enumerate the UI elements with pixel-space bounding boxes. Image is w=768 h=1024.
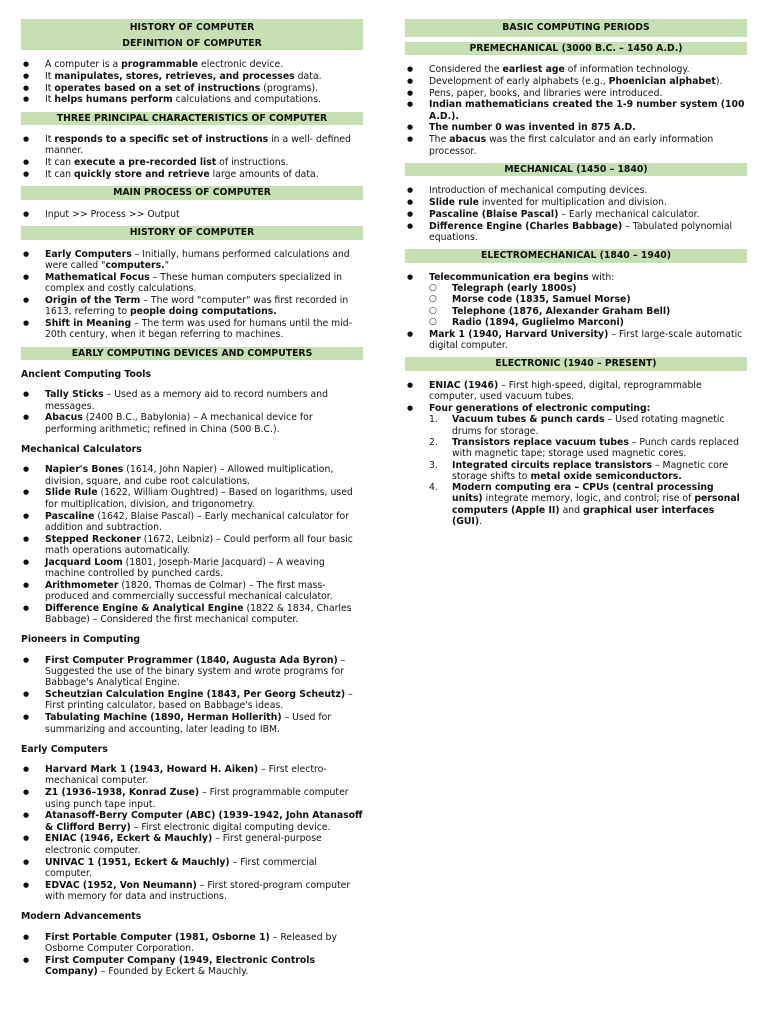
list-item bbox=[21, 880, 363, 903]
list-item bbox=[405, 209, 747, 220]
list-item bbox=[21, 209, 363, 220]
bold-text: manipulates, stores, retrieves, and processes bbox=[54, 70, 295, 82]
text: It can bbox=[45, 157, 74, 169]
bold-text: Mark 1 (1940, Harvard University) bbox=[429, 328, 609, 340]
bold-text: UNIVAC 1 (1951, Eckert & Mauchly) bbox=[45, 856, 230, 868]
list-item bbox=[405, 99, 747, 122]
bold-text: responds to a specific set of instructions bbox=[54, 134, 269, 146]
text: It bbox=[45, 70, 55, 82]
bold-text: Arithmometer bbox=[45, 579, 119, 591]
bold-text: Early Computers bbox=[45, 248, 132, 260]
bold-text: Indian mathematicians created the 1-9 number system (100 A.D.). bbox=[429, 99, 745, 122]
text: – These human computers specialized in complex and costly calculations. bbox=[45, 271, 343, 295]
text: – Suggested the use of the binary system and wrote programs for Babbage's Analytical Engine. bbox=[45, 654, 346, 689]
subsection-list bbox=[21, 464, 363, 625]
list-item bbox=[21, 603, 363, 626]
bold-text: Tally Sticks bbox=[45, 389, 104, 401]
list-item bbox=[405, 64, 747, 75]
subsection-list bbox=[21, 932, 363, 978]
list-item bbox=[21, 134, 363, 157]
generations-intro: Four generations of electronic computing: bbox=[429, 403, 651, 415]
bold-text: Difference Engine (Charles Babbage) bbox=[429, 220, 623, 232]
text: (1622, William Oughtred) – Based on logarithms, used for multiplication, division, and trigonometry. bbox=[45, 487, 353, 510]
text: – First programmable computer using punch tape input. bbox=[45, 787, 349, 810]
list-item bbox=[405, 221, 747, 244]
list-item bbox=[21, 389, 363, 412]
list-item bbox=[405, 122, 747, 133]
generation-item bbox=[429, 414, 747, 437]
premechanical-heading: PREMECHANICAL (3000 B.C. – 1450 A.D.) bbox=[405, 42, 747, 56]
list-item bbox=[21, 810, 363, 833]
characteristics-heading: THREE PRINCIPAL CHARACTERISTICS OF COMPUTER bbox=[21, 112, 363, 126]
text: electronic device. bbox=[198, 59, 284, 70]
text: It bbox=[45, 134, 55, 146]
bold-text: earliest age bbox=[502, 64, 565, 75]
list-item bbox=[21, 534, 363, 557]
bold-text: Slide Rule bbox=[45, 487, 98, 499]
periods-title: BASIC COMPUTING PERIODS bbox=[405, 19, 747, 37]
early-devices-heading: EARLY COMPUTING DEVICES AND COMPUTERS bbox=[21, 347, 363, 361]
list-item bbox=[405, 197, 747, 208]
list-item bbox=[21, 157, 363, 168]
main-process-heading: MAIN PROCESS OF COMPUTER bbox=[21, 186, 363, 200]
text: – Used as a memory aid to record numbers and messages. bbox=[45, 389, 329, 412]
text: and bbox=[559, 504, 584, 516]
text: Introduction of mechanical computing devices. bbox=[429, 185, 648, 197]
list-item bbox=[405, 88, 747, 99]
text: (2400 B.C., Babylonia) – A mechanical device for performing arithmetic; refined in China (500 B.C.). bbox=[45, 412, 313, 435]
list-item bbox=[21, 94, 363, 105]
bold-text: Stepped Reckoner bbox=[45, 533, 141, 545]
text: of instructions. bbox=[216, 157, 289, 169]
bold-text: Transistors replace vacuum tubes bbox=[452, 436, 629, 448]
text: – First general-purpose electronic computer. bbox=[45, 833, 322, 856]
text: (programs). bbox=[260, 82, 319, 94]
text: – Founded by Eckert & Mauchly. bbox=[97, 965, 249, 977]
text: calculations and computations. bbox=[172, 94, 322, 106]
text: – First commercial computer. bbox=[45, 856, 317, 879]
list-item bbox=[21, 655, 363, 689]
text: – First electronic digital computing device. bbox=[130, 821, 331, 833]
list-item bbox=[21, 249, 363, 272]
eniac-item bbox=[405, 380, 747, 403]
bold-text: Scheutzian Calculation Engine (1843, Per Georg Scheutz) bbox=[45, 689, 346, 701]
bold-text: First Computer Company (1949, Electronic Controls Company) bbox=[45, 954, 315, 977]
text: – Punch cards replaced with magnetic tape; storage used magnetic cores. bbox=[452, 436, 740, 460]
text: – First high-speed, digital, reprogrammable computer, used vacuum tubes. bbox=[429, 379, 702, 403]
bold-text: Origin of the Term bbox=[45, 294, 141, 306]
list-item bbox=[21, 412, 363, 435]
telecom-subitem bbox=[429, 317, 747, 328]
text: – Used for summarizing and accounting, later leading to IBM. bbox=[45, 712, 332, 735]
subsection-title: Modern Advancements bbox=[21, 911, 142, 923]
text: – First stored-program computer with memory for data and instructions. bbox=[45, 879, 351, 902]
list-item bbox=[21, 487, 363, 510]
bold-text: Modern computing era – CPUs (central processing units) bbox=[452, 482, 714, 505]
text: Development of early alphabets (e.g., bbox=[429, 75, 609, 87]
text: with: bbox=[588, 271, 615, 283]
bold-text: Napier's Bones bbox=[45, 464, 124, 476]
bold-text: Tabulating Machine (1890, Herman Hollerith) bbox=[45, 712, 282, 724]
list-item bbox=[21, 833, 363, 856]
bold-text: Difference Engine & Analytical Engine bbox=[45, 602, 244, 614]
bold-text: Morse code (1835, Samuel Morse) bbox=[452, 294, 631, 306]
bold-text: First Portable Computer (1981, Osborne 1) bbox=[45, 931, 270, 943]
electromechanical-list bbox=[405, 272, 747, 352]
definition-list bbox=[21, 59, 363, 106]
bold-text: metal oxide semiconductors. bbox=[530, 470, 682, 482]
bold-text: operates based on a set of instructions bbox=[54, 82, 261, 94]
list-item bbox=[21, 557, 363, 580]
text: integrate memory, logic, and control; rise of bbox=[482, 493, 695, 505]
bold-text: Integrated circuits replace transistors bbox=[452, 459, 652, 471]
text: – First printing calculator, based on Babbage's ideas. bbox=[45, 689, 353, 712]
bold-text: abacus bbox=[449, 134, 487, 146]
text: (1820, Thomas de Colmar) – The first mass-produced and commercially successful mechanical calculator. bbox=[45, 579, 333, 603]
list-item bbox=[405, 134, 747, 157]
subsection-title: Mechanical Calculators bbox=[21, 444, 142, 456]
definition-heading: DEFINITION OF COMPUTER bbox=[21, 37, 363, 51]
generations-list bbox=[429, 414, 747, 527]
list-item bbox=[21, 764, 363, 787]
generation-item bbox=[429, 437, 747, 460]
history-list bbox=[21, 249, 363, 341]
bold-text: Slide rule bbox=[429, 197, 479, 209]
bold-text: First Computer Programmer (1840, Augusta Ada Byron) bbox=[45, 654, 338, 666]
early-devices-groups bbox=[21, 369, 363, 977]
text: " bbox=[164, 259, 169, 271]
item-number: 2. bbox=[429, 436, 438, 448]
subsection-list bbox=[21, 764, 363, 902]
text: in a well- defined manner. bbox=[45, 134, 351, 157]
text: (1642, Blaise Pascal) – Early mechanical calculator for addition and subtraction. bbox=[45, 510, 349, 533]
text: – Released by Osborne Computer Corporation. bbox=[45, 931, 337, 954]
generations-item bbox=[405, 403, 747, 527]
list-item bbox=[21, 787, 363, 810]
list-item bbox=[21, 955, 363, 978]
bold-text: Z1 (1936–1938, Konrad Zuse) bbox=[45, 787, 200, 799]
bold-text: computers. bbox=[105, 259, 165, 271]
bold-text: Radio (1894, Guglielmo Marconi) bbox=[452, 317, 624, 329]
text: Considered the bbox=[429, 64, 503, 75]
generation-item bbox=[429, 460, 747, 483]
text: It bbox=[45, 82, 55, 94]
list-item bbox=[21, 83, 363, 94]
list-item bbox=[21, 169, 363, 180]
list-item bbox=[405, 76, 747, 87]
telecom-subitem bbox=[429, 294, 747, 305]
bold-text: Telecommunication era begins bbox=[429, 271, 589, 283]
text: (1614, John Napier) – Allowed multiplication, division, square, and cube root calculations. bbox=[45, 464, 334, 487]
telecom-item bbox=[405, 272, 747, 328]
mark1-item bbox=[405, 329, 747, 352]
bold-text: Pascaline bbox=[45, 510, 95, 522]
left-column bbox=[21, 19, 363, 983]
list-item bbox=[21, 932, 363, 955]
text: data. bbox=[294, 70, 322, 82]
text: It bbox=[45, 94, 55, 106]
text: – The term was used for humans until the mid-20th century, when it began referring to machines. bbox=[45, 317, 353, 341]
text: The bbox=[429, 134, 450, 146]
electromechanical-heading: ELECTROMECHANICAL (1840 – 1940) bbox=[405, 249, 747, 263]
bold-text: EDVAC (1952, Von Neumann) bbox=[45, 879, 197, 891]
subsection-title: Pioneers in Computing bbox=[21, 634, 141, 646]
list-item bbox=[21, 689, 363, 712]
generation-item bbox=[429, 482, 747, 527]
subsection-title: Ancient Computing Tools bbox=[21, 369, 152, 381]
bold-text: ENIAC (1946, Eckert & Mauchly) bbox=[45, 833, 213, 845]
text: – Early mechanical calculator. bbox=[558, 208, 700, 220]
premechanical-list bbox=[405, 64, 747, 157]
text: of information technology. bbox=[564, 64, 690, 75]
bold-text: Telephone (1876, Alexander Graham Bell) bbox=[452, 305, 671, 317]
text: (1822 & 1834, Charles Babbage) – Considered the first mechanical computer. bbox=[45, 602, 352, 626]
list-item bbox=[21, 295, 363, 318]
list-item bbox=[21, 580, 363, 603]
text: – First large-scale automatic digital computer. bbox=[429, 328, 743, 352]
text: It can bbox=[45, 169, 74, 181]
list-item bbox=[21, 712, 363, 735]
bold-text: personal computers (Apple II) bbox=[452, 493, 740, 516]
text: – The word "computer" was first recorded in 1613, referring to bbox=[45, 294, 349, 318]
item-number: 1. bbox=[429, 414, 438, 426]
text: invented for multiplication and division. bbox=[478, 197, 667, 209]
telecom-intro bbox=[429, 272, 614, 283]
bold-text: people doing computations. bbox=[130, 306, 277, 318]
main-process-list bbox=[21, 209, 363, 220]
bold-text: ENIAC (1946) bbox=[429, 379, 499, 391]
bold-text: Phoenician alphabet bbox=[608, 75, 716, 87]
telecom-subitem bbox=[429, 306, 747, 317]
list-item bbox=[405, 185, 747, 196]
electronic-list bbox=[405, 380, 747, 527]
bold-text: Mathematical Focus bbox=[45, 271, 150, 283]
telecom-subitem bbox=[429, 283, 747, 294]
bold-text: Shift in Meaning bbox=[45, 317, 132, 329]
bold-text: Atanasoff-Berry Computer (ABC) (1939–1942, John Atanasoff & Clifford Berry) bbox=[45, 810, 363, 833]
list-item bbox=[21, 59, 363, 70]
list-item bbox=[21, 71, 363, 82]
bold-text: Pascaline (Blaise Pascal) bbox=[429, 208, 559, 220]
text: Pens, paper, books, and libraries were introduced. bbox=[429, 87, 663, 99]
text: ). bbox=[715, 75, 723, 87]
item-number: 4. bbox=[429, 482, 438, 494]
bold-text: The number 0 was invented in 875 A.D. bbox=[429, 122, 636, 134]
list-item bbox=[21, 857, 363, 880]
history-title: HISTORY OF COMPUTER bbox=[21, 19, 363, 37]
text: – Tabulated polynomial equations. bbox=[429, 220, 733, 244]
electronic-heading: ELECTRONIC (1940 – PRESENT) bbox=[405, 357, 747, 371]
text: A computer is a bbox=[45, 59, 122, 70]
text: – Used rotating magnetic drums for storage. bbox=[452, 414, 725, 437]
text: (1801, Joseph-Marie Jacquard) – A weaving machine controlled by punched cards. bbox=[45, 556, 325, 579]
mechanical-heading: MECHANICAL (1450 – 1840) bbox=[405, 163, 747, 177]
bold-text: quickly store and retrieve bbox=[74, 169, 210, 181]
bold-text: programmable bbox=[121, 59, 199, 70]
list-item bbox=[21, 272, 363, 295]
mechanical-list bbox=[405, 185, 747, 243]
subsection-list bbox=[21, 655, 363, 735]
bold-text: Harvard Mark 1 (1943, Howard H. Aiken) bbox=[45, 764, 259, 776]
subsection-list bbox=[21, 389, 363, 435]
text: large amounts of data. bbox=[209, 169, 319, 181]
list-item bbox=[21, 511, 363, 534]
list-item bbox=[21, 464, 363, 487]
bold-text: Abacus bbox=[45, 412, 83, 424]
text: was the first calculator and an early information processor. bbox=[429, 134, 714, 157]
bold-text: Vacuum tubes & punch cards bbox=[452, 414, 605, 426]
subsection-title: Early Computers bbox=[21, 743, 108, 755]
characteristics-list bbox=[21, 134, 363, 180]
item-number: 3. bbox=[429, 459, 438, 471]
history-heading: HISTORY OF COMPUTER bbox=[21, 226, 363, 240]
bold-text: Telegraph (early 1800s) bbox=[452, 283, 577, 295]
text: (1672, Leibniz) – Could perform all four basic math operations automatically. bbox=[45, 533, 353, 556]
bold-text: graphical user interfaces (GUI) bbox=[452, 504, 715, 527]
bold-text: helps humans perform bbox=[54, 94, 173, 106]
bold-text: execute a pre-recorded list bbox=[74, 157, 217, 169]
right-column bbox=[405, 19, 747, 533]
text: Input >> Process >> Output bbox=[45, 208, 180, 220]
text: . bbox=[479, 516, 483, 527]
text: – Magnetic core storage shifts to bbox=[452, 459, 729, 482]
telecom-sublist bbox=[429, 283, 747, 328]
text: – First electro-mechanical computer. bbox=[45, 764, 327, 787]
text: – Initially, humans performed calculations and were called " bbox=[45, 248, 350, 271]
list-item bbox=[21, 318, 363, 341]
bold-text: Jacquard Loom bbox=[45, 556, 123, 568]
